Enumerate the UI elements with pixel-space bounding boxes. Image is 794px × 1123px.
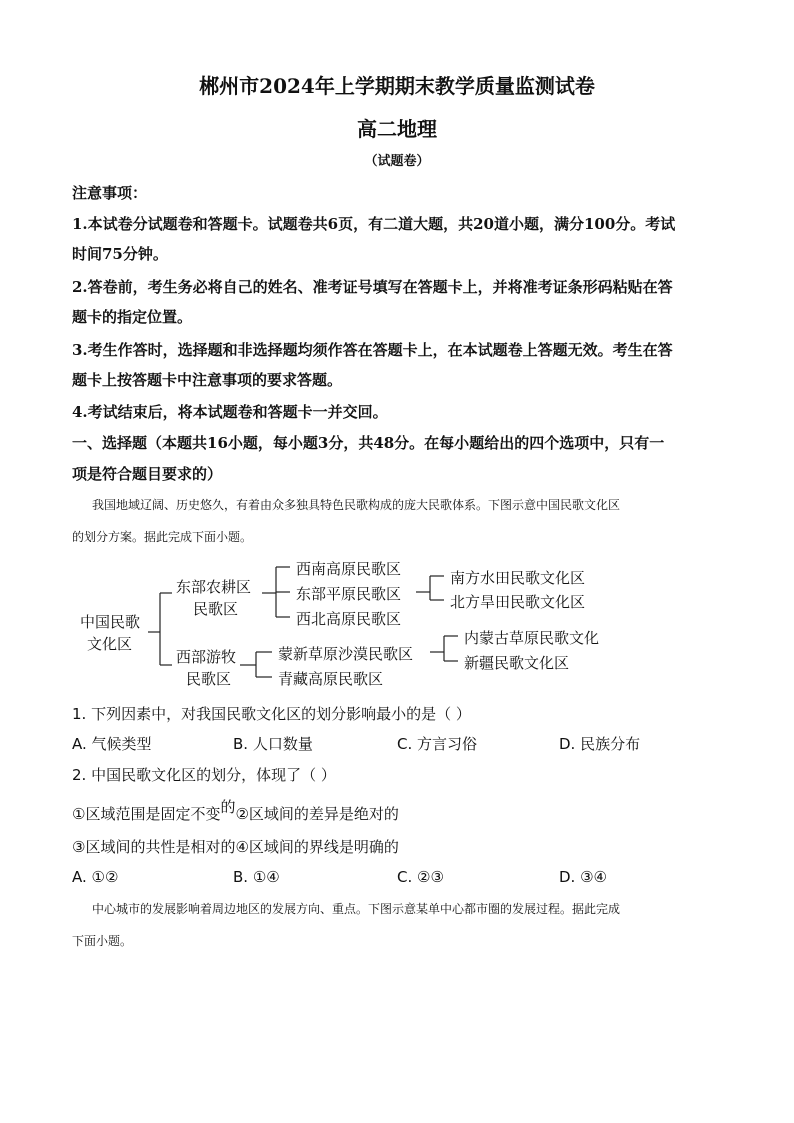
- instruction-4: 4.考试结束后，将本试题卷和答题卡一并交回。: [72, 403, 388, 421]
- q1-stem: 1. 下列因素中，对我国民歌文化区的划分影响最小的是（ ）: [72, 705, 471, 723]
- section1-heading-b: 项是符合题目要求的）: [72, 465, 223, 483]
- diagram-qingzang: 青藏高原民歌区: [278, 670, 384, 688]
- instructions-heading: 注意事项：: [72, 184, 148, 202]
- q2-statement-1-sup: 的: [220, 798, 236, 816]
- q1-option-d: D. 民族分布: [559, 735, 641, 753]
- section1-heading-a: 一、选择题（本题共16小题，每小题3分，共48分。在每小题给出的四个选项中，只有一: [72, 434, 665, 452]
- q2-statement-2-text: ②区域间的差异是绝对的: [235, 805, 399, 823]
- diagram-mengxin: 蒙新草原沙漠民歌区: [278, 645, 414, 663]
- q1-option-b: B. 人口数量: [233, 735, 313, 753]
- instruction-3a: 3.考生作答时，选择题和非选择题均须作答在答题卡上，在本试题卷上答题无效。考生在答: [72, 341, 673, 359]
- passage1-line2: 的划分方案。据此完成下面小题。: [72, 530, 253, 544]
- q2-option-a: A. ①②: [72, 868, 119, 886]
- passage1-line1: 我国地域辽阔、历史悠久，有着由众多独具特色民歌构成的庞大民歌体系。下图示意中国民歌文化区: [92, 498, 621, 512]
- diagram-root-label-1: 中国民歌: [80, 613, 141, 631]
- diagram-xinjiang: 新疆民歌文化区: [464, 654, 570, 672]
- instruction-1b: 时间75分钟。: [72, 245, 168, 263]
- diagram-neimeng: 内蒙古草原民歌文化: [464, 629, 600, 647]
- instruction-1a: 1.本试卷分试题卷和答题卡。试题卷共6页，有二道大题，共20道小题，满分100分。考试: [72, 215, 676, 233]
- instruction-3b: 题卡上按答题卡中注意事项的要求答题。: [72, 371, 343, 389]
- q2-statement-1-text: ①区域范围是固定不变: [72, 805, 221, 823]
- diagram-north-dry: 北方旱田民歌文化区: [450, 593, 586, 611]
- exam-title: 郴州市2024年上学期期末教学质量监测试卷: [199, 74, 595, 98]
- diagram-southwest: 西南高原民歌区: [296, 560, 402, 578]
- q2-statement-1: [72, 798, 399, 824]
- diagram-south-paddy: 南方水田民歌文化区: [450, 569, 586, 587]
- q2-option-c: C. ②③: [397, 868, 444, 886]
- q2-option-d: D. ③④: [559, 868, 607, 886]
- passage2-line2: 下面小题。: [72, 934, 133, 948]
- instruction-2b: 题卡的指定位置。: [72, 308, 193, 326]
- diagram-northwest: 西北高原民歌区: [296, 610, 402, 628]
- instruction-2a: 2.答卷前，考生务必将自己的姓名、准考证号填写在答题卡上，并将准考证条形码粘贴在答: [72, 278, 673, 296]
- q2-stem: 2. 中国民歌文化区的划分，体现了（ ）: [72, 766, 336, 784]
- paper-note: （试题卷）: [364, 154, 430, 169]
- diagram-eastplain: 东部平原民歌区: [296, 585, 402, 603]
- diagram-east-label-1: 东部农耕区: [176, 578, 252, 596]
- diagram-root-label-2: 文化区: [87, 635, 133, 653]
- q2-statement-3-4: ③区域间的共性是相对的④区域间的界线是明确的: [72, 838, 399, 856]
- diagram-west-label-1: 西部游牧: [176, 648, 237, 666]
- q1-option-a: A. 气候类型: [72, 735, 152, 753]
- passage2-line1: 中心城市的发展影响着周边地区的发展方向、重点。下图示意某单中心都市圈的发展过程。据此完成: [92, 902, 621, 916]
- diagram-west-label-2: 民歌区: [186, 670, 232, 688]
- subject-title: 高二地理: [357, 117, 437, 141]
- diagram-east-label-2: 民歌区: [193, 600, 239, 618]
- q1-option-c: C. 方言习俗: [397, 735, 478, 753]
- q2-option-b: B. ①④: [233, 868, 280, 886]
